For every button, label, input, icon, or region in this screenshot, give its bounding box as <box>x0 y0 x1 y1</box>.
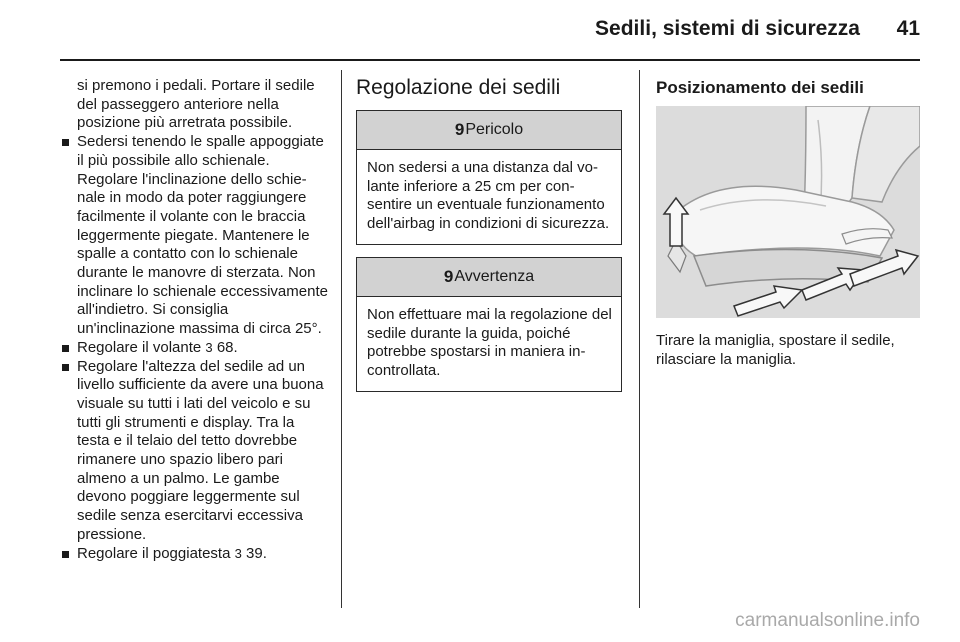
left-column <box>59 77 329 563</box>
header-rule <box>60 59 920 61</box>
page-reference[interactable]: 68. <box>216 338 238 356</box>
warning-triangle-icon: 9 <box>454 120 465 139</box>
notice-title: Pericolo <box>465 121 524 138</box>
page-reference-arrow-icon: 3 <box>205 339 213 355</box>
middle-column <box>356 74 622 404</box>
notice-header <box>357 111 621 150</box>
warning-notice <box>356 257 622 392</box>
continuation-text: si premono i pedali. Portare il sedile del passeggero anteriore nella posizione più arretrata possibile. <box>77 77 315 132</box>
notice-body: Non effettuare mai la regolazione del sedile durante la guida, poiché potrebbe spostarsi in maniera incontrollata. <box>367 305 612 379</box>
page-reference-arrow-icon: 3 <box>234 545 242 561</box>
seat-adjustment-illustration-icon <box>656 106 920 318</box>
notice-title: Avvertenza <box>454 267 535 285</box>
danger-notice <box>356 110 622 245</box>
bullet-item-headrest <box>59 545 329 564</box>
section-title: Regolazione dei sedili <box>356 76 561 99</box>
column-divider-left <box>341 70 342 608</box>
bullet-item-backrest: Sedersi tenendo le spalle appoggiate il più possibile allo schienale. Regolare l'inclinazione dello schienale in modo da poter raggiungere facilmente il volante con le braccia leggermente piegate. Mantenere le spalle a contatto con lo schienale durante le manovre di sterzata. Non inclinare lo schienale eccessivamente all'indietro. Si consiglia un'inclinazione massima di circa 25°. <box>59 133 329 339</box>
column-divider-right <box>639 70 640 608</box>
bullet-text: Regolare il poggiatesta <box>77 544 231 562</box>
notice-body: Non sedersi a una distanza dal volante inferiore a 25 cm per consentire un eventuale funzionamento dell'airbag in condizioni di sicurezza. <box>367 159 610 233</box>
header-title: Sedili, sistemi di sicurezza <box>595 17 860 40</box>
watermark: carmanualsonline.info <box>735 610 920 631</box>
right-column <box>656 74 922 384</box>
page-reference[interactable]: 39. <box>246 544 267 562</box>
subsection-title: Posizionamento dei sedili <box>656 78 864 97</box>
bullet-item-steering-wheel <box>59 339 329 358</box>
bullet-item-seat-height: Regolare l'altezza del sedile ad un livello sufficiente da avere una buona visuale su tutti i lati del veicolo e su tutti gli strumenti e display. Tra la testa e il telaio del tetto dovrebbe rimanere uno spazio libero pari almeno a un palmo. Le gambe devono poggiare leggermente sul sedile senza esercitarvi eccessiva pressione. <box>59 358 329 545</box>
page-number: 41 <box>896 17 920 40</box>
figure-caption: Tirare la maniglia, spostare il sedile, rilasciare la maniglia. <box>656 332 895 368</box>
notice-header <box>357 258 621 297</box>
warning-triangle-icon: 9 <box>443 266 454 286</box>
bullet-text: Regolare il volante <box>77 338 202 356</box>
